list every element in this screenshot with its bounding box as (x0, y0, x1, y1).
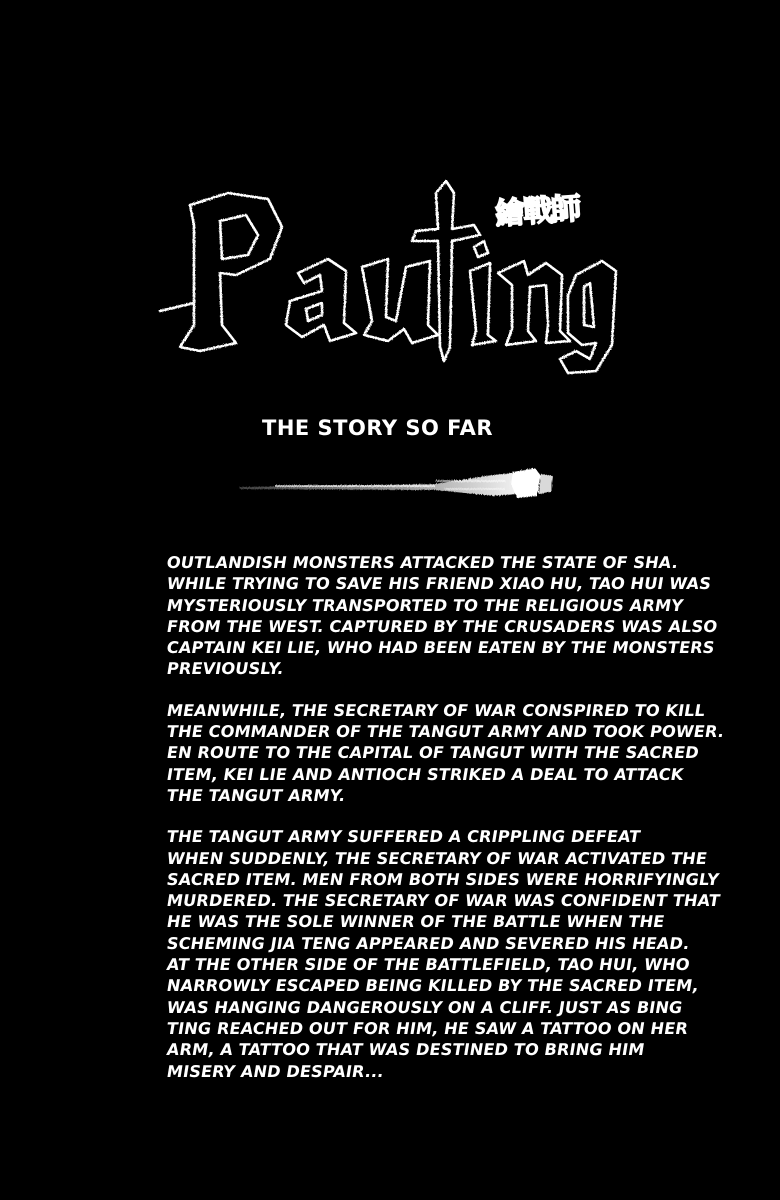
story-line: THE TANGUT ARMY SUFFERED A CRIPPLING DEFEAT (166, 827, 641, 847)
story-line: THE TANGUT ARMY. (166, 785, 346, 805)
story-line: AT THE OTHER SIDE OF THE BATTLEFIELD, TAO HUI, WHO (166, 955, 691, 975)
story-line: WHEN SUDDENLY, THE SECRETARY OF WAR ACTIVATED THE (166, 848, 708, 868)
logo-kanji: 繪戰師 (494, 191, 581, 233)
story-line: NARROWLY ESCAPED BEING KILLED BY THE SACRED ITEM, (166, 976, 699, 996)
story-line: SCHEMING JIA TENG APPEARED AND SEVERED HIS HEAD. (166, 933, 690, 953)
brush-stroke-divider (235, 462, 565, 510)
story-heading: THE STORY SO FAR (262, 416, 494, 440)
story-line: PREVIOUSLY. (166, 659, 284, 679)
story-paragraph-3 (167, 826, 727, 1082)
story-text (167, 552, 727, 1102)
story-line: SACRED ITEM. MEN FROM BOTH SIDES WERE HORRIFYINGLY (166, 869, 720, 889)
story-line: OUTLANDISH MONSTERS ATTACKED THE STATE OF SHA. (166, 553, 679, 572)
story-line: MYSTERIOUSLY TRANSPORTED TO THE RELIGIOUS ARMY (166, 595, 684, 615)
story-line: TING REACHED OUT FOR HIM, HE SAW A TATTOO ON HER (166, 1018, 689, 1038)
story-line: THE COMMANDER OF THE TANGUT ARMY AND TOOK POWER. (166, 722, 725, 742)
story-line: MEANWHILE, THE SECRETARY OF WAR CONSPIRED TO KILL (166, 700, 706, 720)
story-paragraph-1 (167, 552, 727, 680)
painting-logo (150, 175, 620, 380)
story-paragraph-2 (167, 700, 727, 806)
story-line: WAS HANGING DANGEROUSLY ON A CLIFF. JUST AS BING (166, 997, 683, 1017)
story-line: MISERY AND DESPAIR... (166, 1061, 385, 1081)
story-line: MURDERED. THE SECRETARY OF WAR WAS CONFIDENT THAT (166, 891, 721, 911)
story-line: EN ROUTE TO THE CAPITAL OF TANGUT WITH THE SACRED (166, 743, 700, 763)
story-line: CAPTAIN KEI LIE, WHO HAD BEEN EATEN BY THE MONSTERS (166, 638, 715, 658)
story-line: FROM THE WEST. CAPTURED BY THE CRUSADERS WAS ALSO (166, 616, 718, 636)
story-line: ARM, A TATTOO THAT WAS DESTINED TO BRING HIM (166, 1040, 645, 1060)
story-line: ITEM, KEI LIE AND ANTIOCH STRIKED A DEAL TO ATTACK (166, 764, 684, 784)
story-line: WHILE TRYING TO SAVE HIS FRIEND XIAO HU, TAO HUI WAS (166, 574, 712, 594)
story-line: HE WAS THE SOLE WINNER OF THE BATTLE WHEN THE (166, 912, 665, 932)
